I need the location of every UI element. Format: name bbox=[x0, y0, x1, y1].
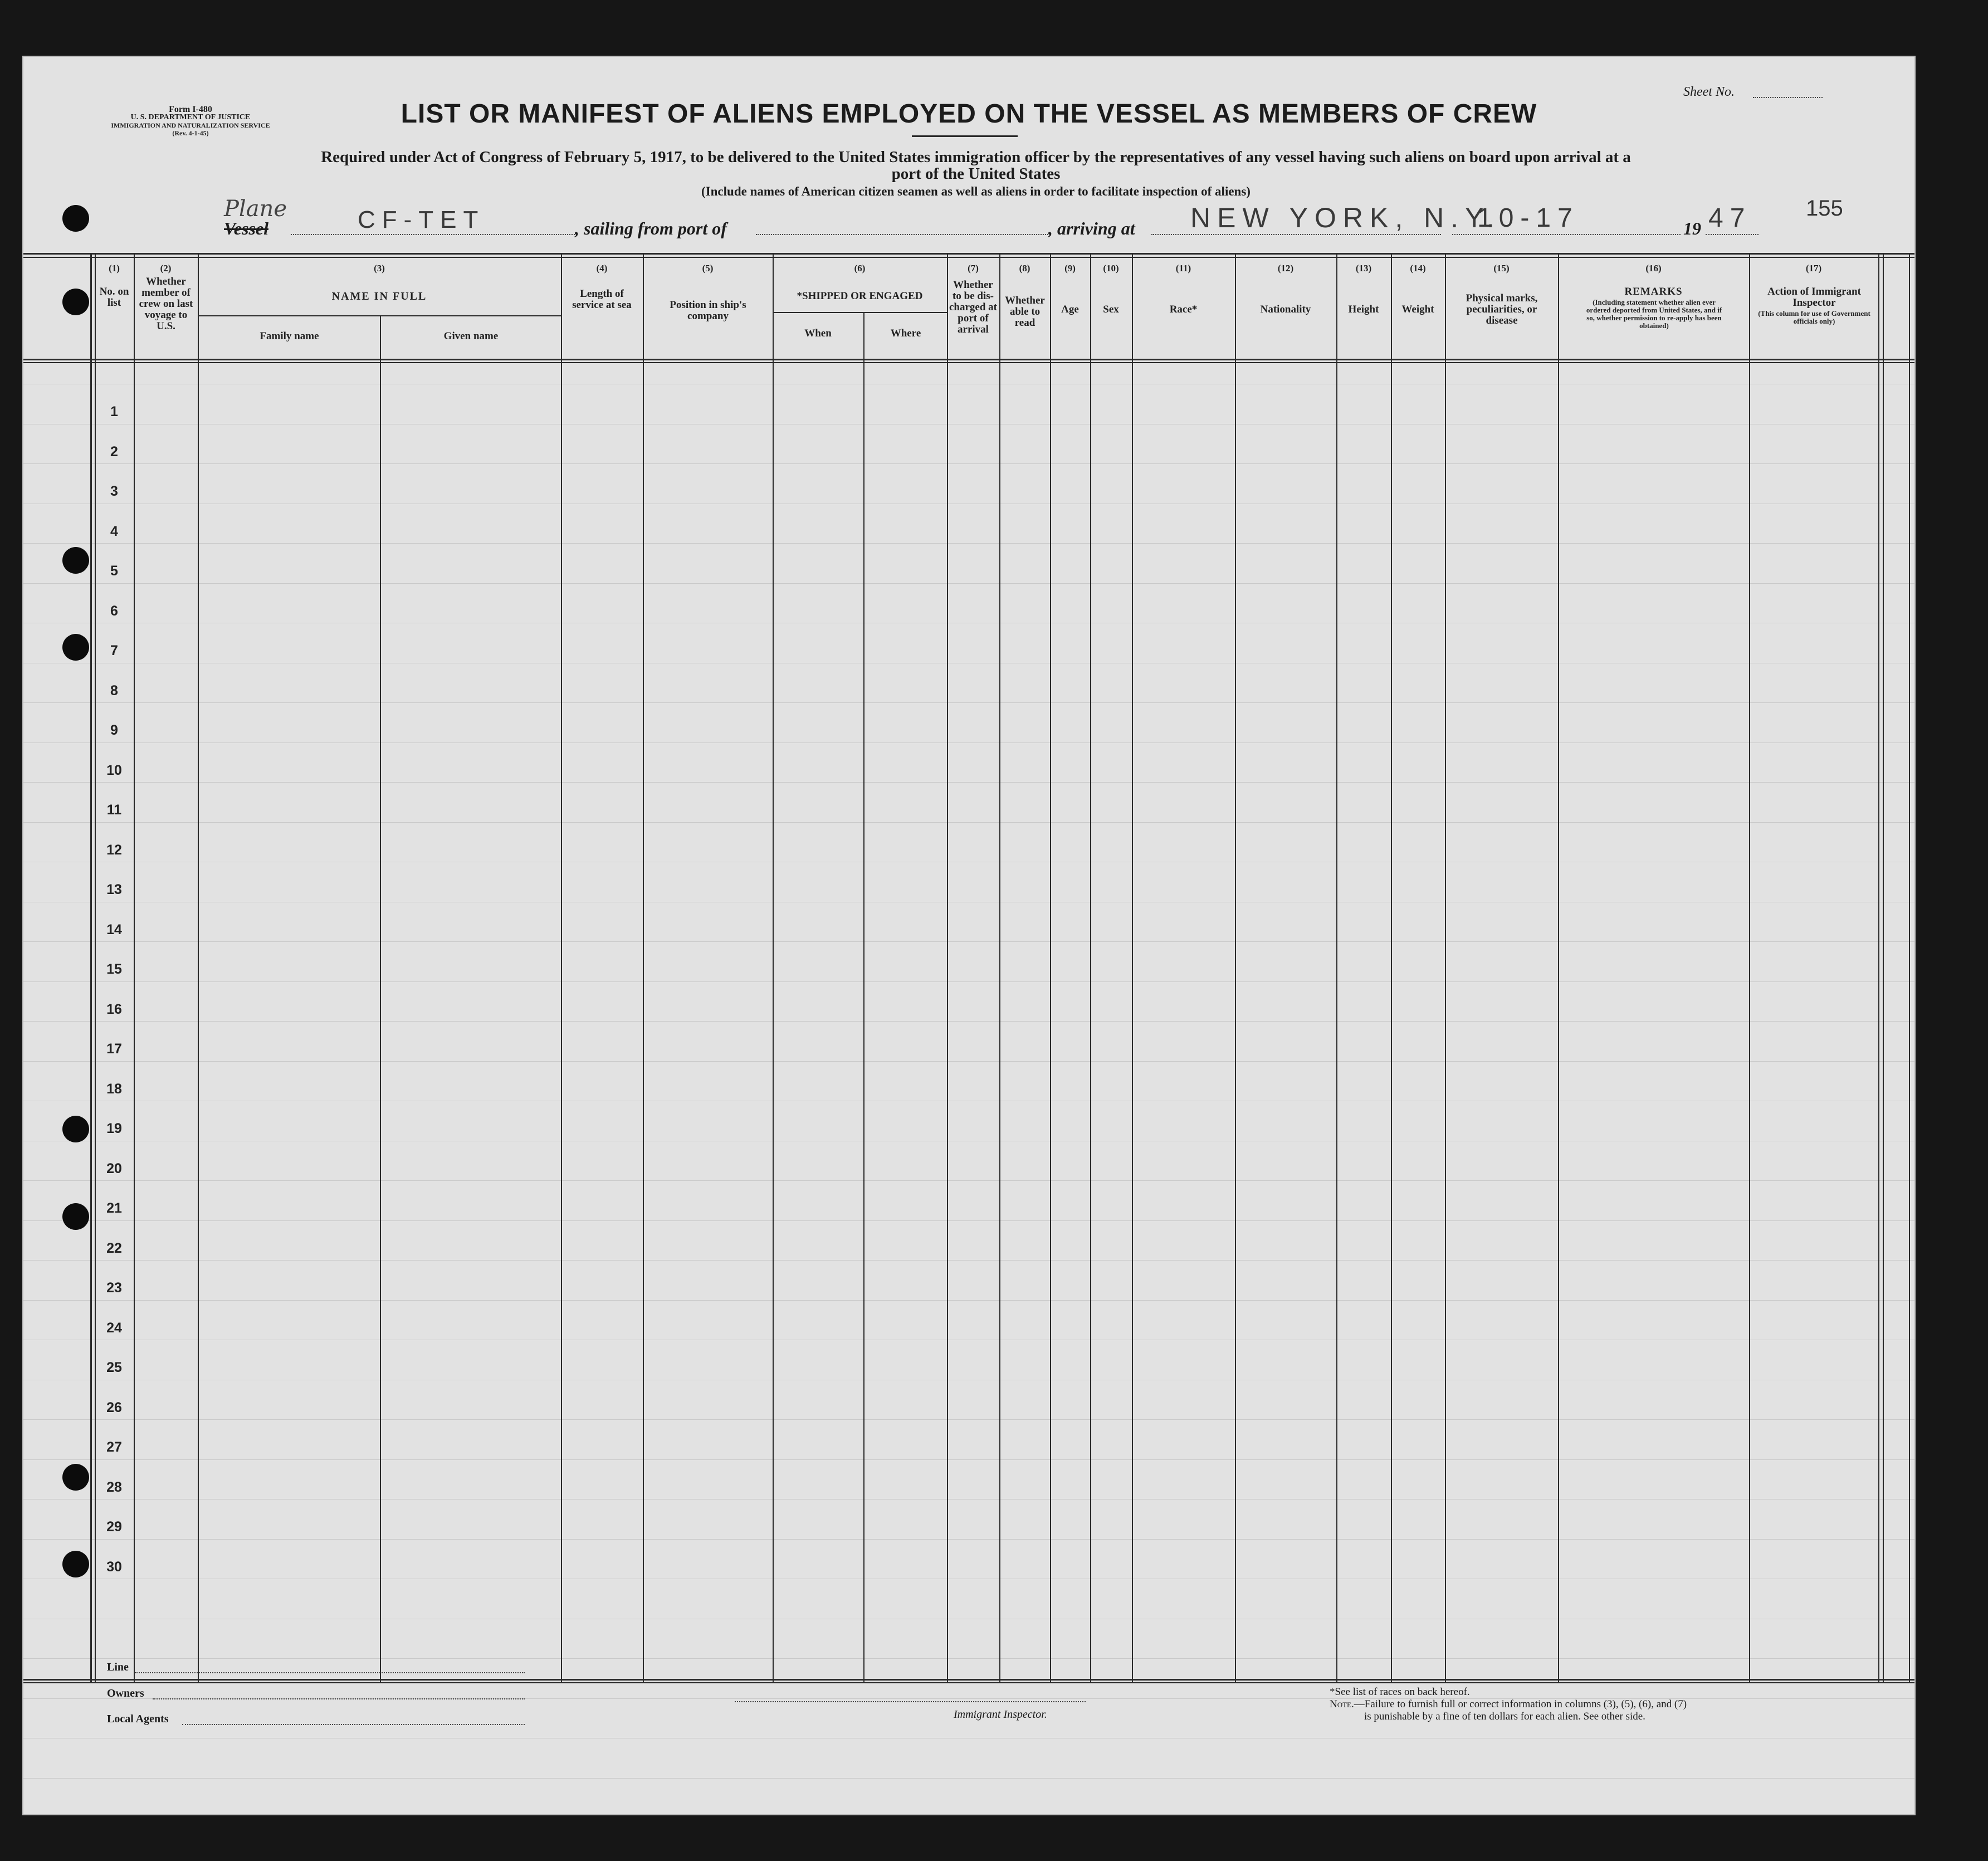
row-number: 4 bbox=[110, 523, 118, 539]
col-header-able-to-read: Whether able to read bbox=[1005, 295, 1045, 329]
col-num-1: (1) bbox=[109, 263, 120, 273]
footer-agents-field: Local Agents bbox=[107, 1713, 169, 1725]
punch-hole-6 bbox=[62, 1203, 89, 1230]
row-number: 21 bbox=[106, 1200, 122, 1216]
row-number: 20 bbox=[106, 1160, 122, 1176]
title-underline bbox=[912, 135, 1018, 137]
punch-hole-4 bbox=[62, 634, 89, 661]
col-num-12: (12) bbox=[1277, 263, 1294, 273]
vessel-line bbox=[202, 196, 1843, 241]
col-num-16: (16) bbox=[1645, 263, 1662, 273]
sheet-number: Sheet No. bbox=[1683, 85, 1735, 100]
col-num-3: (3) bbox=[374, 263, 385, 273]
row-number: 14 bbox=[106, 921, 122, 937]
revision: (Rev. 4-1-45) bbox=[172, 129, 209, 137]
department: U. S. DEPARTMENT OF JUSTICE bbox=[130, 113, 251, 121]
row-number: 10 bbox=[106, 762, 122, 778]
arriving-label: , arriving at bbox=[1048, 218, 1135, 238]
manifest-sheet bbox=[22, 56, 1916, 1815]
row-number: 12 bbox=[106, 842, 122, 858]
row-number: 23 bbox=[106, 1280, 122, 1296]
punch-hole-2 bbox=[62, 289, 89, 315]
row-number: 16 bbox=[106, 1001, 122, 1017]
footer-owners-field: Owners bbox=[107, 1687, 144, 1699]
note-text-1: —Failure to furnish full or correct information in columns (3), (5), (6), and (7) bbox=[1354, 1698, 1687, 1710]
row-number: 28 bbox=[106, 1479, 122, 1495]
col-header-height: Height bbox=[1348, 304, 1379, 315]
note-text-2: is punishable by a fine of ten dollars for each alien. See other side. bbox=[1364, 1711, 1645, 1722]
col-header-nationality: Nationality bbox=[1260, 304, 1311, 315]
col-header-weight: Weight bbox=[1401, 304, 1434, 315]
col-num-4: (4) bbox=[596, 263, 608, 273]
service-name: IMMIGRATION AND NATURALIZATION SERVICE bbox=[111, 121, 270, 129]
col-header-age: Age bbox=[1061, 304, 1079, 315]
row-number: 7 bbox=[110, 643, 118, 658]
col-num-8: (8) bbox=[1019, 263, 1030, 273]
col-num-14: (14) bbox=[1410, 263, 1426, 273]
vessel-value: CF-TET bbox=[358, 206, 485, 233]
col-header-inspector-note: (This column for use of Government officials only) bbox=[1758, 309, 1870, 325]
row-number: 27 bbox=[106, 1439, 122, 1455]
vessel-label: Vessel bbox=[224, 218, 268, 238]
page-title: LIST OR MANIFEST OF ALIENS EMPLOYED ON THE VESSEL AS MEMBERS OF CREW bbox=[400, 99, 1537, 129]
col-num-13: (13) bbox=[1355, 263, 1372, 273]
col-header-remarks: REMARKS bbox=[1624, 286, 1683, 297]
punch-hole-1 bbox=[62, 205, 89, 232]
col-header-physical-marks: Physical marks, peculiarities, or disease bbox=[1466, 292, 1538, 326]
col-header-given-name: Given name bbox=[443, 330, 499, 342]
punch-hole-5 bbox=[62, 1116, 89, 1142]
row-number: 18 bbox=[106, 1081, 122, 1097]
row-number: 9 bbox=[110, 722, 118, 738]
row-number: 13 bbox=[106, 882, 122, 897]
arriving-value: NEW YORK, N.Y. bbox=[1190, 202, 1501, 233]
date-value: 10-17 bbox=[1477, 203, 1579, 233]
col-header-length-of-service: Length of service at sea bbox=[572, 288, 632, 311]
row-number: 2 bbox=[110, 443, 118, 460]
footer-notes bbox=[1330, 1686, 1831, 1723]
punch-hole-3 bbox=[62, 547, 89, 574]
year-prefix: 19 bbox=[1683, 218, 1701, 238]
races-note: *See list of races on back hereof. bbox=[1330, 1686, 1470, 1698]
row-number: 6 bbox=[110, 603, 118, 619]
row-number: 26 bbox=[106, 1399, 122, 1415]
col-header-where: Where bbox=[890, 328, 921, 339]
col-num-9: (9) bbox=[1064, 263, 1076, 273]
row-number: 3 bbox=[110, 483, 118, 499]
vessel-handwritten-prefix: Plane bbox=[224, 196, 287, 222]
row-number: 24 bbox=[106, 1320, 122, 1336]
col-num-7: (7) bbox=[968, 263, 979, 273]
footer-line-field: Line bbox=[107, 1661, 129, 1673]
col-header-when: When bbox=[804, 328, 832, 339]
form-number: Form I-480 bbox=[169, 105, 212, 114]
row-number: 5 bbox=[110, 563, 118, 579]
row-number: 25 bbox=[106, 1360, 122, 1375]
row-number: 8 bbox=[110, 682, 118, 699]
col-header-position: Position in ship's company bbox=[670, 299, 746, 322]
row-number: 22 bbox=[106, 1240, 122, 1256]
col-num-2: (2) bbox=[160, 263, 172, 273]
col-num-15: (15) bbox=[1493, 263, 1510, 273]
col-header-discharged: Whether to be dis-charged at port of arrival bbox=[949, 279, 997, 335]
row-number: 19 bbox=[106, 1121, 122, 1136]
subtitle: Required under Act of Congress of February 5, 1917, to be delivered to the United States immigration officer by the representatives of any vessel having such aliens on board upon arrival at a port of the United States (Include names of American citizen seamen as well as aliens in order to facilitate inspection of aliens) bbox=[321, 148, 1631, 198]
col-num-5: (5) bbox=[702, 263, 714, 273]
row-number: 1 bbox=[110, 404, 118, 419]
row-number: 15 bbox=[106, 961, 122, 977]
col-header-no-on-list: No. on list bbox=[99, 286, 129, 309]
col-header-shipped-or-engaged: *SHIPPED OR ENGAGED bbox=[797, 290, 923, 302]
row-number: 30 bbox=[106, 1559, 122, 1575]
col-num-10: (10) bbox=[1103, 263, 1119, 273]
col-num-17: (17) bbox=[1805, 263, 1822, 273]
col-header-remarks-note: (Including statement whether alien ever ordered deported from United States, and if so, whether permission to re-apply has been obtained) bbox=[1586, 298, 1722, 330]
col-header-race: Race* bbox=[1169, 304, 1198, 315]
page-stamp-number: 155 bbox=[1806, 196, 1843, 221]
punch-hole-8 bbox=[62, 1551, 89, 1577]
row-number: 11 bbox=[106, 802, 122, 818]
note-label: Note. bbox=[1330, 1698, 1354, 1710]
footer-inspector-label: Immigrant Inspector. bbox=[954, 1708, 1047, 1721]
row-number: 29 bbox=[106, 1519, 122, 1535]
punch-hole-7 bbox=[62, 1464, 89, 1491]
crew-table bbox=[23, 253, 1914, 1684]
col-header-sex: Sex bbox=[1103, 304, 1119, 315]
sailing-label: , sailing from port of bbox=[575, 218, 727, 238]
col-header-crew-last-voyage: Whether member of crew on last voyage to U.S. bbox=[139, 276, 193, 332]
col-num-6: (6) bbox=[854, 263, 866, 273]
year-value: 47 bbox=[1708, 203, 1752, 233]
col-num-11: (11) bbox=[1175, 263, 1191, 273]
col-header-inspector-action: Action of Immigrant Inspector bbox=[1767, 286, 1861, 309]
row-number: 17 bbox=[106, 1041, 122, 1057]
col-header-family-name: Family name bbox=[260, 330, 319, 342]
col-header-name-in-full: NAME IN FULL bbox=[331, 290, 427, 302]
